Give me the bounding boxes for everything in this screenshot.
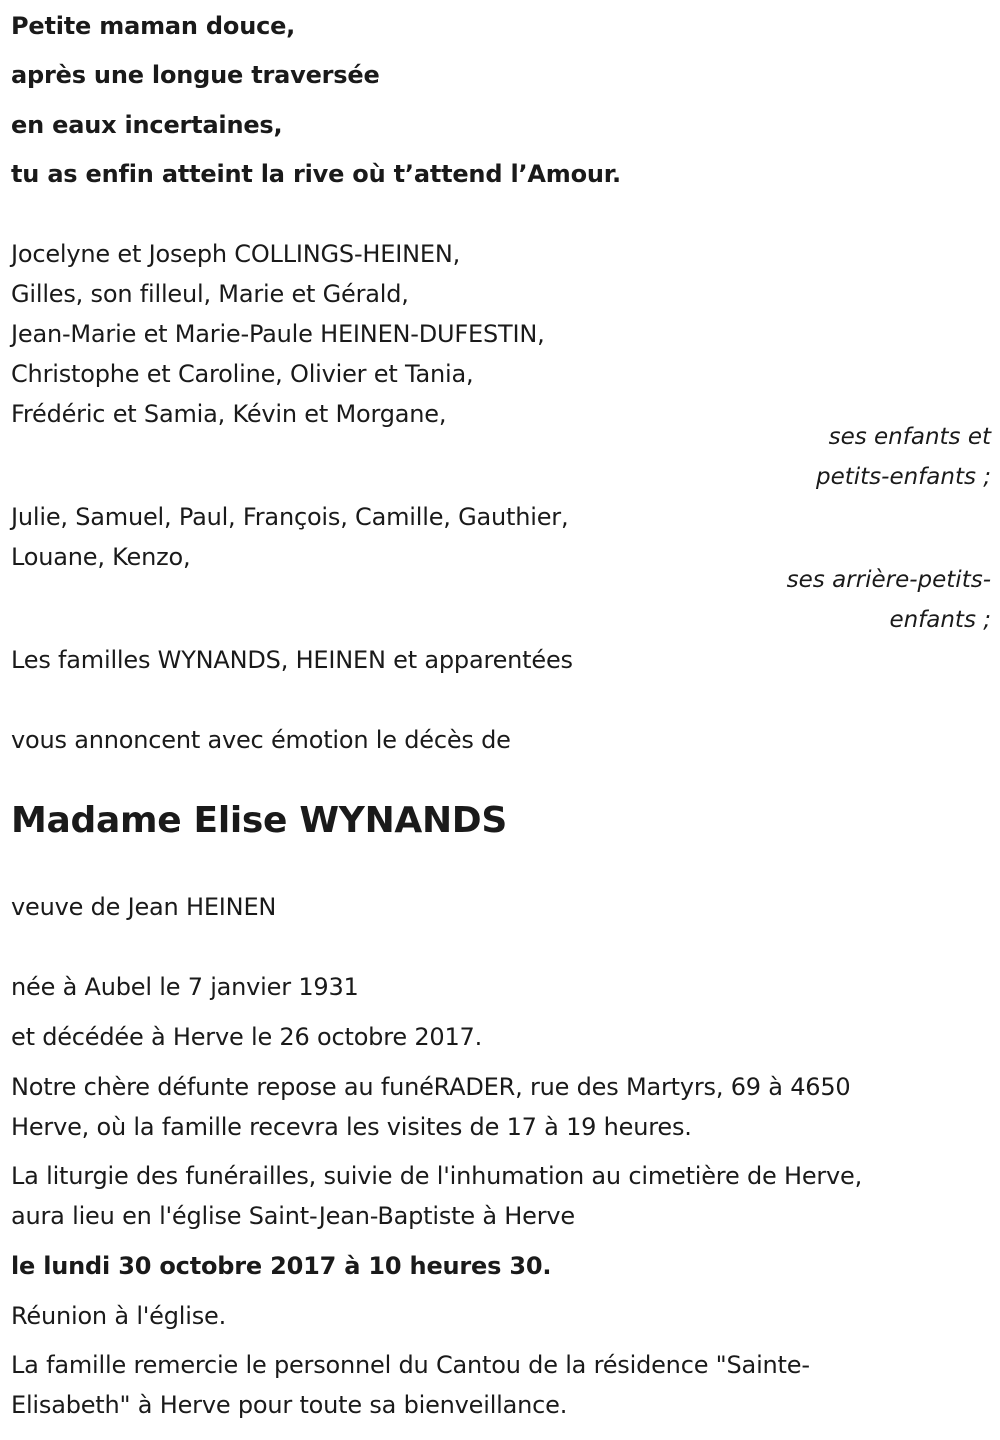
- ceremony-date: le lundi 30 octobre 2017 à 10 heures 30.: [11, 1252, 552, 1280]
- children-line-3: Jean-Marie et Marie-Paule HEINEN-DUFESTIN,: [11, 320, 545, 348]
- thanks-line-2: Elisabeth" à Herve pour toute sa bienveillance.: [11, 1391, 568, 1419]
- children-role-line-2: petits-enfants ;: [815, 464, 991, 490]
- great-grandchildren-line-2: Louane, Kenzo,: [11, 543, 191, 571]
- deceased-name: Madame Elise WYNANDS: [11, 800, 507, 841]
- widow-of-line: veuve de Jean HEINEN: [11, 893, 277, 921]
- families-line: Les familles WYNANDS, HEINEN et apparentées: [11, 646, 573, 674]
- poem-line-3: en eaux incertaines,: [11, 111, 283, 139]
- poem-line-4: tu as enfin atteint la rive où t’attend l’Amour.: [11, 160, 621, 188]
- children-line-1: Jocelyne et Joseph COLLINGS-HEINEN,: [11, 240, 461, 268]
- children-line-2: Gilles, son filleul, Marie et Gérald,: [11, 280, 409, 308]
- liturgy-line-2: aura lieu en l'église Saint-Jean-Baptiste à Herve: [11, 1202, 575, 1230]
- great-grandchildren-line-1: Julie, Samuel, Paul, François, Camille, Gauthier,: [11, 503, 569, 531]
- announce-line: vous annoncent avec émotion le décès de: [11, 726, 511, 754]
- born-line: née à Aubel le 7 janvier 1931: [11, 973, 359, 1001]
- children-line-5: Frédéric et Samia, Kévin et Morgane,: [11, 400, 447, 428]
- meeting-line: Réunion à l'église.: [11, 1302, 227, 1330]
- children-line-4: Christophe et Caroline, Olivier et Tania,: [11, 360, 474, 388]
- thanks-line-1: La famille remercie le personnel du Cantou de la résidence "Sainte-: [11, 1351, 810, 1379]
- liturgy-line-1: La liturgie des funérailles, suivie de l'inhumation au cimetière de Herve,: [11, 1162, 863, 1190]
- repose-line-2: Herve, où la famille recevra les visites de 17 à 19 heures.: [11, 1113, 692, 1141]
- children-role-line-1: ses enfants et: [828, 424, 991, 450]
- died-line: et décédée à Herve le 26 octobre 2017.: [11, 1023, 483, 1051]
- poem-line-1: Petite maman douce,: [11, 12, 296, 40]
- repose-line-1: Notre chère défunte repose au funéRADER, rue des Martyrs, 69 à 4650: [11, 1073, 851, 1101]
- poem-line-2: après une longue traversée: [11, 61, 380, 89]
- great-grandchildren-role-line-2: enfants ;: [889, 607, 991, 633]
- great-grandchildren-role-line-1: ses arrière-petits-: [786, 567, 991, 593]
